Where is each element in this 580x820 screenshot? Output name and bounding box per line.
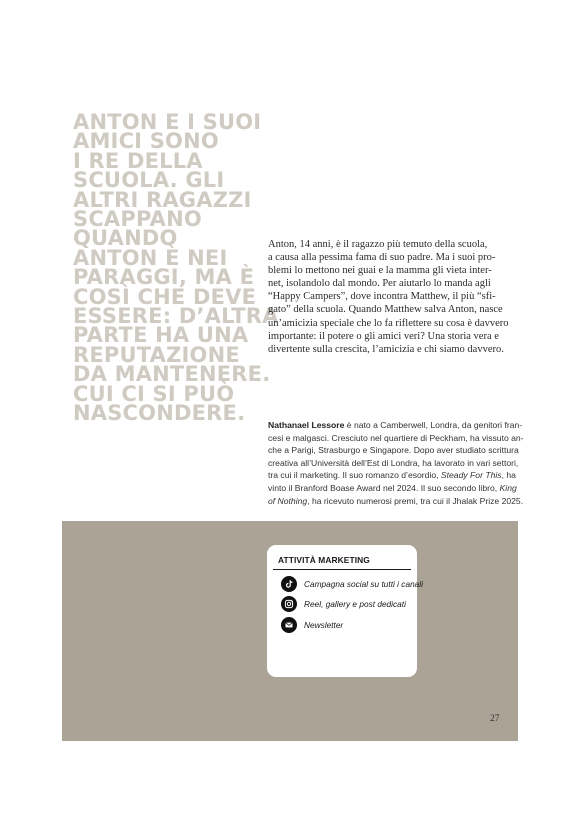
bio-text: tra cui il marketing. Il suo romanzo d’esordio, [268, 470, 441, 481]
bio-text: , ha ricevuto numerosi premi, tra cui il Jhalak Prize 2025. [307, 495, 524, 506]
synopsis-line: gato” della scuola. Quando Matthew salva Anton, nasce [268, 304, 503, 316]
pull-quote-line: PARAGGI, MA È [73, 265, 255, 290]
marketing-card [267, 545, 423, 677]
synopsis-line: un’amicizia speciale che lo fa riflettere su cosa è davvero [268, 317, 509, 329]
book-title: of Nothing [268, 495, 308, 506]
pull-quote-line: ANTON E I SUOI [73, 110, 262, 134]
pull-quote-line: QUANDO [73, 226, 178, 251]
marketing-title: ATTIVITÀ MARKETING [278, 555, 370, 565]
synopsis-line: net, isolandolo dal mondo. Per aiutarlo lo manda agli [268, 278, 491, 290]
book-title: King [499, 482, 517, 493]
pull-quote-line: COSÌ CHE DEVE [73, 284, 257, 309]
book-title: Steady For This [440, 470, 502, 481]
pull-quote-line: AMICI SONO [73, 129, 219, 154]
marketing-item-social [281, 575, 423, 592]
page-number: 27 [490, 714, 500, 724]
bio-line [268, 495, 524, 508]
author-name: Nathanael Lessore [268, 420, 345, 430]
marketing-item-reel [281, 595, 406, 612]
pull-quote-line: PARTE HA UNA [73, 323, 249, 348]
synopsis-paragraph [268, 238, 515, 356]
pull-quote-line: NASCONDERE. [73, 401, 246, 426]
pull-quote-line: I RE DELLA [73, 148, 203, 173]
tiktok-icon [281, 576, 297, 592]
bio-line [268, 469, 515, 482]
bio-line: che a Parigi, Strasburgo e Singapore. Dopo aver studiato scrittura [268, 445, 519, 456]
bio-text: , ha [501, 470, 516, 481]
bio-text: vinto il Branford Boase Award nel 2024. Il suo secondo libro, [268, 482, 500, 493]
synopsis-line: Anton, 14 anni, è il ragazzo più temuto della scuola, [268, 239, 488, 250]
author-bio [268, 419, 524, 507]
pull-quote-line: ESSERE: D’ALTRA [73, 304, 279, 329]
pull-quote-line: ANTON È NEI [73, 245, 228, 270]
pull-quote [73, 110, 279, 426]
marketing-item-label: Reel, gallery e post dedicati [304, 598, 406, 609]
marketing-item-newsletter [281, 616, 343, 633]
synopsis-line: importante: il potere o gli amici veri? Una storia vera e [268, 330, 499, 342]
pull-quote-line: ALTRI RAGAZZI [73, 187, 252, 212]
pull-quote-line: DA MANTENERE. [73, 362, 271, 387]
pull-quote-line: SCUOLA. GLI [73, 168, 225, 193]
synopsis-line: blemi lo mettono nei guai e la mamma gli vieta inter- [268, 265, 492, 277]
bio-text: è nato a Camberwell, Londra, da genitori fran- [344, 420, 523, 430]
pull-quote-line: SCAPPANO [73, 207, 202, 232]
title-divider [273, 569, 411, 570]
marketing-item-label: Newsletter [304, 619, 344, 630]
instagram-icon [281, 596, 297, 612]
bio-line: cesi e malgasci. Cresciuto nel quartiere di Peckham, ha vissuto an- [268, 432, 524, 443]
bio-line [268, 419, 523, 432]
email-icon [281, 617, 297, 633]
synopsis-line: divertente sulla crescita, l’amicizia e chi siamo davvero. [268, 343, 504, 355]
bio-line [268, 482, 515, 495]
bio-line: creativa all’Università dell’Est di Londra, ha lavorato in vari settori, [268, 457, 519, 468]
pull-quote-line: CUI CI SI PUÒ [73, 381, 235, 406]
synopsis-line: a causa alla pessima fama di suo padre. Ma i suoi pro- [268, 252, 496, 264]
marketing-item-label: Campagna social su tutti i canali [304, 578, 423, 589]
pull-quote-line: REPUTAZIONE [73, 342, 240, 367]
synopsis-line: “Happy Campers”, dove incontra Matthew, il più “sfi- [268, 291, 496, 303]
